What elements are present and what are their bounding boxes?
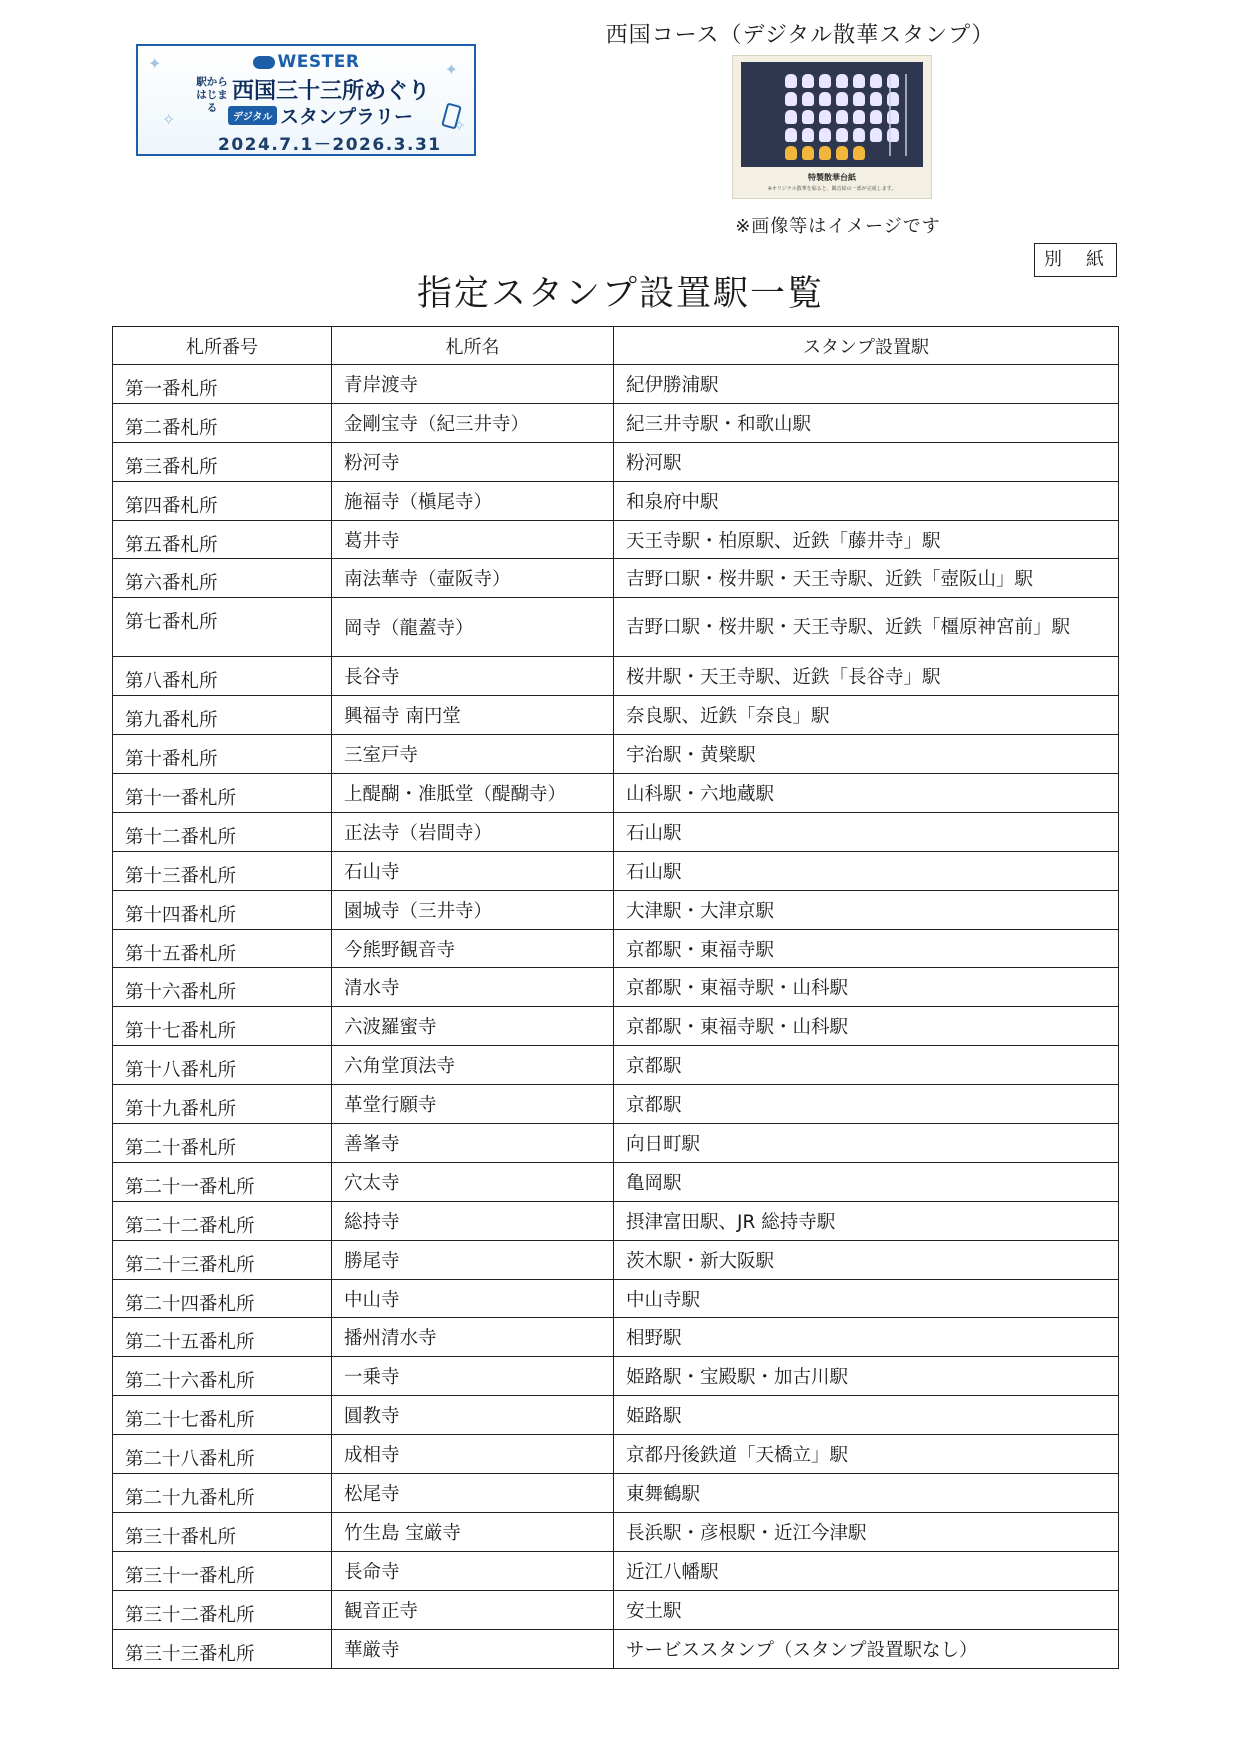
image-disclaimer: ※画像等はイメージです bbox=[735, 216, 941, 237]
stamp-station: 京都駅・東福寺駅・山科駅 bbox=[614, 968, 1119, 1007]
temple-name: 上醍醐・准胝堂（醍醐寺） bbox=[332, 774, 614, 813]
table-row bbox=[113, 968, 1119, 1007]
table-row bbox=[113, 1124, 1119, 1163]
temple-name: 圓教寺 bbox=[332, 1396, 614, 1435]
temple-number: 第二番札所 bbox=[113, 403, 332, 442]
temple-name: 粉河寺 bbox=[332, 442, 614, 481]
banner-title: 西国三十三所めぐり bbox=[232, 79, 431, 104]
temple-name: 葛井寺 bbox=[332, 520, 614, 559]
stamp-station: 摂津富田駅、JR 総持寺駅 bbox=[614, 1201, 1119, 1240]
temple-name: 今熊野観音寺 bbox=[332, 929, 614, 968]
stamp-station: 近江八幡駅 bbox=[614, 1551, 1119, 1590]
table-row bbox=[113, 735, 1119, 774]
temple-number: 第十八番札所 bbox=[113, 1046, 332, 1085]
stamp-station: 紀三井寺駅・和歌山駅 bbox=[614, 403, 1119, 442]
stamp-station: 石山駅 bbox=[614, 812, 1119, 851]
table-row bbox=[113, 365, 1119, 404]
temple-number: 第四番札所 bbox=[113, 481, 332, 520]
temple-number: 第三十番札所 bbox=[113, 1512, 332, 1551]
temple-number: 第九番札所 bbox=[113, 696, 332, 735]
table-row bbox=[113, 481, 1119, 520]
stamp-station: 長浜駅・彦根駅・近江今津駅 bbox=[614, 1512, 1119, 1551]
temple-number: 第十四番札所 bbox=[113, 890, 332, 929]
stamp-station: 安土駅 bbox=[614, 1590, 1119, 1629]
temple-number: 第二十二番札所 bbox=[113, 1201, 332, 1240]
temple-name: 革堂行願寺 bbox=[332, 1085, 614, 1124]
table-row bbox=[113, 1435, 1119, 1474]
temple-number: 第十番札所 bbox=[113, 735, 332, 774]
table-row bbox=[113, 657, 1119, 696]
table-row bbox=[113, 890, 1119, 929]
stamp-station: 吉野口駅・桜井駅・天王寺駅、近鉄「壺阪山」駅 bbox=[614, 559, 1119, 598]
temple-number: 第十七番札所 bbox=[113, 1007, 332, 1046]
temple-number: 第十一番札所 bbox=[113, 774, 332, 813]
table-row bbox=[113, 851, 1119, 890]
table-row bbox=[113, 1046, 1119, 1085]
temple-number: 第十五番札所 bbox=[113, 929, 332, 968]
temple-number: 第二十五番札所 bbox=[113, 1318, 332, 1357]
temple-name: 正法寺（岩間寺） bbox=[332, 812, 614, 851]
stamp-station: 京都駅・東福寺駅 bbox=[614, 929, 1119, 968]
attachment-label: 別 紙 bbox=[1034, 243, 1117, 277]
temple-number: 第三十一番札所 bbox=[113, 1551, 332, 1590]
table-row bbox=[113, 1162, 1119, 1201]
temple-name: 長命寺 bbox=[332, 1551, 614, 1590]
campaign-banner bbox=[136, 44, 476, 156]
stamp-station: 東舞鶴駅 bbox=[614, 1474, 1119, 1513]
stamp-station: 粉河駅 bbox=[614, 442, 1119, 481]
temple-number: 第八番札所 bbox=[113, 657, 332, 696]
wester-logo-icon bbox=[253, 56, 275, 69]
table-row bbox=[113, 1007, 1119, 1046]
table-row bbox=[113, 774, 1119, 813]
stamp-station: 桜井駅・天王寺駅、近鉄「長谷寺」駅 bbox=[614, 657, 1119, 696]
temple-number: 第二十九番札所 bbox=[113, 1474, 332, 1513]
station-table bbox=[112, 326, 1119, 1669]
stamp-station: 向日町駅 bbox=[614, 1124, 1119, 1163]
temple-name: 総持寺 bbox=[332, 1201, 614, 1240]
table-row bbox=[113, 598, 1119, 657]
temple-name: 岡寺（龍蓋寺） bbox=[332, 598, 614, 657]
temple-number: 第二十八番札所 bbox=[113, 1435, 332, 1474]
sparkle-icon: ✧ bbox=[452, 116, 466, 135]
stamp-station: 大津駅・大津京駅 bbox=[614, 890, 1119, 929]
temple-name: 三室戸寺 bbox=[332, 735, 614, 774]
temple-number: 第二十七番札所 bbox=[113, 1396, 332, 1435]
stamp-station: サービススタンプ（スタンプ設置駅なし） bbox=[614, 1629, 1119, 1668]
table-row bbox=[113, 403, 1119, 442]
temple-name: 松尾寺 bbox=[332, 1474, 614, 1513]
table-row bbox=[113, 1474, 1119, 1513]
temple-name: 施福寺（槇尾寺） bbox=[332, 481, 614, 520]
temple-number: 第二十一番札所 bbox=[113, 1162, 332, 1201]
table-row bbox=[113, 1396, 1119, 1435]
temple-name: 石山寺 bbox=[332, 851, 614, 890]
temple-name: 青岸渡寺 bbox=[332, 365, 614, 404]
stamp-sheet-caption: ※オリジナル散華を貼ると、観音絵の一部が完成します。 bbox=[767, 186, 897, 192]
table-row bbox=[113, 1318, 1119, 1357]
table-row bbox=[113, 812, 1119, 851]
table-row bbox=[113, 559, 1119, 598]
temple-number: 第六番札所 bbox=[113, 559, 332, 598]
temple-name: 勝尾寺 bbox=[332, 1240, 614, 1279]
temple-name: 六角堂頂法寺 bbox=[332, 1046, 614, 1085]
table-row bbox=[113, 1590, 1119, 1629]
temple-name: 善峯寺 bbox=[332, 1124, 614, 1163]
temple-name: 興福寺 南円堂 bbox=[332, 696, 614, 735]
page-title: 指定スタンプ設置駅一覧 bbox=[416, 274, 824, 314]
sparkle-icon: ✦ bbox=[148, 54, 162, 73]
temple-name: 中山寺 bbox=[332, 1279, 614, 1318]
temple-number: 第三十三番札所 bbox=[113, 1629, 332, 1668]
stamp-station: 相野駅 bbox=[614, 1318, 1119, 1357]
table-header-row bbox=[113, 327, 1119, 365]
temple-number: 第十二番札所 bbox=[113, 812, 332, 851]
temple-name: 観音正寺 bbox=[332, 1590, 614, 1629]
header-temple: 札所名 bbox=[332, 327, 614, 365]
temple-number: 第三十二番札所 bbox=[113, 1590, 332, 1629]
digital-badge: デジタル bbox=[228, 106, 277, 125]
stamp-station: 姫路駅 bbox=[614, 1396, 1119, 1435]
stamp-station: 吉野口駅・桜井駅・天王寺駅、近鉄「橿原神宮前」駅 bbox=[614, 598, 1119, 657]
table-row bbox=[113, 1240, 1119, 1279]
stamp-station: 山科駅・六地蔵駅 bbox=[614, 774, 1119, 813]
course-title: 西国コース（デジタル散華スタンプ） bbox=[605, 23, 995, 48]
temple-name: 華厳寺 bbox=[332, 1629, 614, 1668]
stamp-station: 石山駅 bbox=[614, 851, 1119, 890]
temple-name: 長谷寺 bbox=[332, 657, 614, 696]
table-row bbox=[113, 1551, 1119, 1590]
temple-number: 第十九番札所 bbox=[113, 1085, 332, 1124]
wester-logo: WESTER bbox=[138, 52, 474, 72]
temple-number: 第二十三番札所 bbox=[113, 1240, 332, 1279]
temple-number: 第二十六番札所 bbox=[113, 1357, 332, 1396]
stamp-station: 宇治駅・黄檗駅 bbox=[614, 735, 1119, 774]
temple-name: 穴太寺 bbox=[332, 1162, 614, 1201]
temple-name: 金剛宝寺（紀三井寺） bbox=[332, 403, 614, 442]
stamp-station: 天王寺駅・柏原駅、近鉄「藤井寺」駅 bbox=[614, 520, 1119, 559]
stamp-grid bbox=[785, 74, 899, 160]
temple-name: 成相寺 bbox=[332, 1435, 614, 1474]
table-row bbox=[113, 1512, 1119, 1551]
temple-number: 第三番札所 bbox=[113, 442, 332, 481]
header-station: スタンプ設置駅 bbox=[614, 327, 1119, 365]
sparkle-icon: ✧ bbox=[162, 110, 176, 129]
stamp-station: 紀伊勝浦駅 bbox=[614, 365, 1119, 404]
table-row bbox=[113, 442, 1119, 481]
temple-name: 竹生島 宝厳寺 bbox=[332, 1512, 614, 1551]
banner-subtitle: スタンプラリー bbox=[280, 106, 414, 128]
table-row bbox=[113, 1085, 1119, 1124]
stamp-sheet-image bbox=[732, 55, 932, 199]
temple-name: 園城寺（三井寺） bbox=[332, 890, 614, 929]
temple-name: 六波羅蜜寺 bbox=[332, 1007, 614, 1046]
table-row bbox=[113, 1357, 1119, 1396]
stamp-sheet-name: 特製散華台紙 bbox=[808, 173, 856, 182]
table-row bbox=[113, 1201, 1119, 1240]
stamp-station: 中山寺駅 bbox=[614, 1279, 1119, 1318]
table-row bbox=[113, 1629, 1119, 1668]
stamp-station: 京都駅 bbox=[614, 1046, 1119, 1085]
stamp-board bbox=[741, 62, 923, 167]
stamp-station: 茨木駅・新大阪駅 bbox=[614, 1240, 1119, 1279]
stamp-station: 京都丹後鉄道「天橋立」駅 bbox=[614, 1435, 1119, 1474]
temple-number: 第五番札所 bbox=[113, 520, 332, 559]
temple-name: 南法華寺（壷阪寺） bbox=[332, 559, 614, 598]
banner-tagline: 駅から はじまる bbox=[196, 76, 228, 114]
table-row bbox=[113, 520, 1119, 559]
header-number: 札所番号 bbox=[113, 327, 332, 365]
temple-number: 第七番札所 bbox=[113, 598, 332, 657]
temple-name: 播州清水寺 bbox=[332, 1318, 614, 1357]
table-row bbox=[113, 1279, 1119, 1318]
sparkle-icon: ✦ bbox=[444, 60, 458, 79]
stamp-station: 和泉府中駅 bbox=[614, 481, 1119, 520]
temple-number: 第一番札所 bbox=[113, 365, 332, 404]
temple-number: 第二十番札所 bbox=[113, 1124, 332, 1163]
stamp-station: 姫路駅・宝殿駅・加古川駅 bbox=[614, 1357, 1119, 1396]
table-row bbox=[113, 696, 1119, 735]
temple-number: 第十六番札所 bbox=[113, 968, 332, 1007]
stamp-station: 亀岡駅 bbox=[614, 1162, 1119, 1201]
temple-name: 一乗寺 bbox=[332, 1357, 614, 1396]
stamp-station: 京都駅・東福寺駅・山科駅 bbox=[614, 1007, 1119, 1046]
temple-number: 第二十四番札所 bbox=[113, 1279, 332, 1318]
campaign-period: 2024.7.1－2026.3.31 bbox=[218, 135, 442, 155]
stamp-station: 奈良駅、近鉄「奈良」駅 bbox=[614, 696, 1119, 735]
temple-name: 清水寺 bbox=[332, 968, 614, 1007]
stamp-station: 京都駅 bbox=[614, 1085, 1119, 1124]
stamp-board-side-text bbox=[889, 74, 907, 156]
temple-number: 第十三番札所 bbox=[113, 851, 332, 890]
table-row bbox=[113, 929, 1119, 968]
